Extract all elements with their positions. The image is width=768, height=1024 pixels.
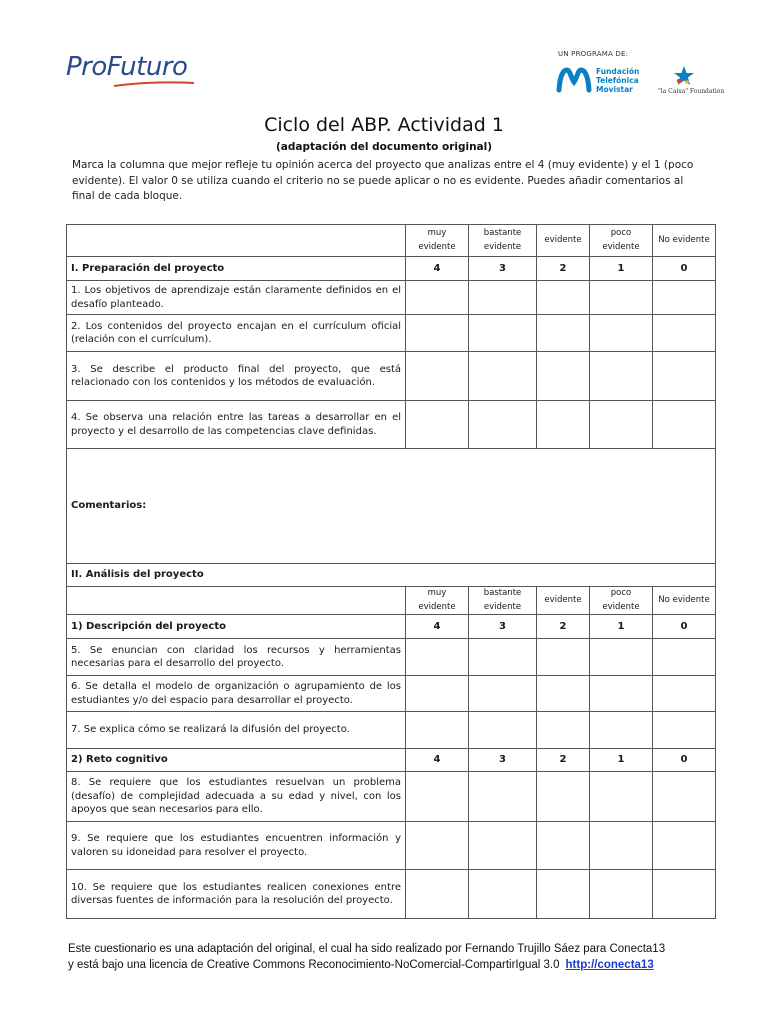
header-poco-evidente: poco evidente [590,587,653,615]
rating-cell[interactable] [469,281,537,315]
rating-cell[interactable] [406,822,469,870]
criterion-text: 8. Se requiere que los estudiantes resuelvan un problema (desafío) de complejidad adecuada a su edad y nivel, con los apoyos que sean necesarios para ello. [67,772,406,822]
rating-cell[interactable] [406,712,469,749]
rating-cell[interactable] [590,870,653,919]
criterion-row [67,822,716,870]
criterion-row [67,281,716,315]
rating-cell[interactable] [653,401,716,449]
criterion-row [67,639,716,676]
rating-cell[interactable] [590,315,653,352]
header-no-evidente: No evidente [653,587,716,615]
rating-cell[interactable] [469,401,537,449]
criterion-row [67,676,716,712]
rating-cell[interactable] [469,772,537,822]
rating-cell[interactable] [537,772,590,822]
criterion-row [67,352,716,401]
criterion-text: 7. Se explica cómo se realizará la difusión del proyecto. [67,712,406,749]
rating-cell[interactable] [537,352,590,401]
header-evidente: evidente [537,587,590,615]
rating-cell[interactable] [653,352,716,401]
rating-cell[interactable] [469,822,537,870]
partner-line: Movistar [596,85,633,94]
criterion-row [67,401,716,449]
rating-cell[interactable] [653,772,716,822]
subsection-row [67,749,716,772]
rating-cell[interactable] [537,870,590,919]
rating-value-4: 4 [406,257,469,281]
footer-line-2 [68,957,748,973]
conecta13-link[interactable]: http://conecta13 [565,959,654,971]
rating-cell[interactable] [590,712,653,749]
header-bastante-evidente: bastante evidente [469,587,537,615]
criterion-text: 4. Se observa una relación entre las tareas a desarrollar en el proyecto y el desarrollo de las competencias clave definidas. [67,401,406,449]
rating-cell[interactable] [590,352,653,401]
intro-text: Marca la columna que mejor refleje tu opinión acerca del proyecto que analizas entre el 4 (muy evidente) y el 1 (poco evidente). El valor 0 se utiliza cuando el criterio no se puede aplicar o no es evidente. Puedes añadir comentarios al final de cada bloque. [72,159,694,202]
rating-cell[interactable] [406,870,469,919]
section2-title: II. Análisis del proyecto [67,564,716,587]
rating-cell[interactable] [537,639,590,676]
header-muy-evidente: muy evidente [406,225,469,257]
rating-cell[interactable] [653,712,716,749]
rating-cell[interactable] [469,676,537,712]
rating-cell[interactable] [406,401,469,449]
rating-cell[interactable] [469,352,537,401]
header-muy-evidente: muy evidente [406,587,469,615]
comments-label: Comentarios: [71,500,147,512]
rating-value-3: 3 [469,257,537,281]
rating-value-3: 3 [469,749,537,772]
rating-cell[interactable] [406,315,469,352]
rating-cell[interactable] [537,315,590,352]
rating-cell[interactable] [406,281,469,315]
rating-value-2: 2 [537,749,590,772]
rating-value-4: 4 [406,615,469,639]
rating-header-row [67,587,716,615]
rating-value-4: 4 [406,749,469,772]
evaluation-table [66,224,716,919]
rating-cell[interactable] [406,639,469,676]
rating-cell[interactable] [590,639,653,676]
rating-cell[interactable] [406,676,469,712]
criterion-row [67,712,716,749]
rating-cell[interactable] [537,281,590,315]
header-poco-evidente: poco evidente [590,225,653,257]
rating-value-1: 1 [590,749,653,772]
rating-cell[interactable] [653,315,716,352]
page-title: Ciclo del ABP. Actividad 1 [264,114,504,136]
rating-cell[interactable] [653,639,716,676]
partner-fundacion-telefonica [596,67,639,94]
rating-cell[interactable] [469,712,537,749]
rating-value-3: 3 [469,615,537,639]
rating-value-0: 0 [653,257,716,281]
logo-swoosh-icon [112,80,196,88]
rating-cell[interactable] [653,676,716,712]
rating-cell[interactable] [537,676,590,712]
section-row [67,564,716,587]
footer-license-text: y está bajo una licencia de Creative Commons Reconocimiento-NoComercial-CompartirIgual 3.0 [68,959,560,971]
rating-value-0: 0 [653,615,716,639]
criterion-row [67,315,716,352]
criterion-text: 10. Se requiere que los estudiantes realicen conexiones entre diversas fuentes de información para la resolución del proyecto. [67,870,406,919]
rating-cell[interactable] [590,281,653,315]
criterion-text: 6. Se detalla el modelo de organización o agrupamiento de los estudiantes y/o del espacio para desarrollar el proyecto. [67,676,406,712]
rating-value-0: 0 [653,749,716,772]
header-bastante-evidente: bastante evidente [469,225,537,257]
rating-cell[interactable] [590,676,653,712]
header-no-evidente: No evidente [653,225,716,257]
header-evidente: evidente [537,225,590,257]
rating-cell[interactable] [653,281,716,315]
page-header [0,0,768,110]
rating-value-2: 2 [537,257,590,281]
rating-cell[interactable] [653,822,716,870]
criterion-row [67,772,716,822]
subsection2-title: 2) Reto cognitivo [67,749,406,772]
comments-row [67,449,716,564]
partner-line: Fundación [596,67,640,76]
rating-value-2: 2 [537,615,590,639]
partner-la-caixa: "la Caixa" Foundation [658,88,725,95]
criterion-text: 3. Se describe el producto final del proyecto, que está relacionado con los contenidos y los métodos de evaluación. [67,352,406,401]
rating-cell[interactable] [590,401,653,449]
license-footer [68,941,748,973]
footer-line-1: Este cuestionario es una adaptación del original, el cual ha sido realizado por Fernando Trujillo Sáez para Conecta13 [68,943,666,955]
rating-cell[interactable] [469,639,537,676]
rating-cell[interactable] [537,712,590,749]
rating-value-1: 1 [590,257,653,281]
criterion-text: 9. Se requiere que los estudiantes encuentren información y valoren su idoneidad para resolver el proyecto. [67,822,406,870]
rating-cell[interactable] [469,870,537,919]
rating-cell[interactable] [590,772,653,822]
criterion-text: 1. Los objetivos de aprendizaje están claramente definidos en el desafío planteado. [67,281,406,315]
subsection-row [67,615,716,639]
rating-cell[interactable] [469,315,537,352]
rating-value-1: 1 [590,615,653,639]
la-caixa-star-icon [672,64,696,88]
criterion-text: 2. Los contenidos del proyecto encajan en el currículum oficial (relación con el currículum). [67,315,406,352]
comments-box[interactable] [67,449,716,564]
rating-header-row [67,225,716,257]
rating-cell[interactable] [590,822,653,870]
movistar-m-icon [556,66,592,94]
criterion-text: 5. Se enuncian con claridad los recursos y herramientas necesarias para el desarrollo del proyecto. [67,639,406,676]
rating-cell[interactable] [653,870,716,919]
criterion-row [67,870,716,919]
partner-line: Telefónica [596,76,639,85]
section1-title: I. Preparación del proyecto [67,257,406,281]
section-row [67,257,716,281]
empty-header-cell [67,225,406,257]
rating-cell[interactable] [406,772,469,822]
profuturo-logo: ProFuturo [66,52,188,82]
rating-cell[interactable] [537,822,590,870]
empty-header-cell [67,587,406,615]
rating-cell[interactable] [537,401,590,449]
page-subtitle: (adaptación del documento original) [275,141,493,153]
program-label: UN PROGRAMA DE: [558,50,629,58]
subsection1-title: 1) Descripción del proyecto [67,615,406,639]
rating-cell[interactable] [406,352,469,401]
